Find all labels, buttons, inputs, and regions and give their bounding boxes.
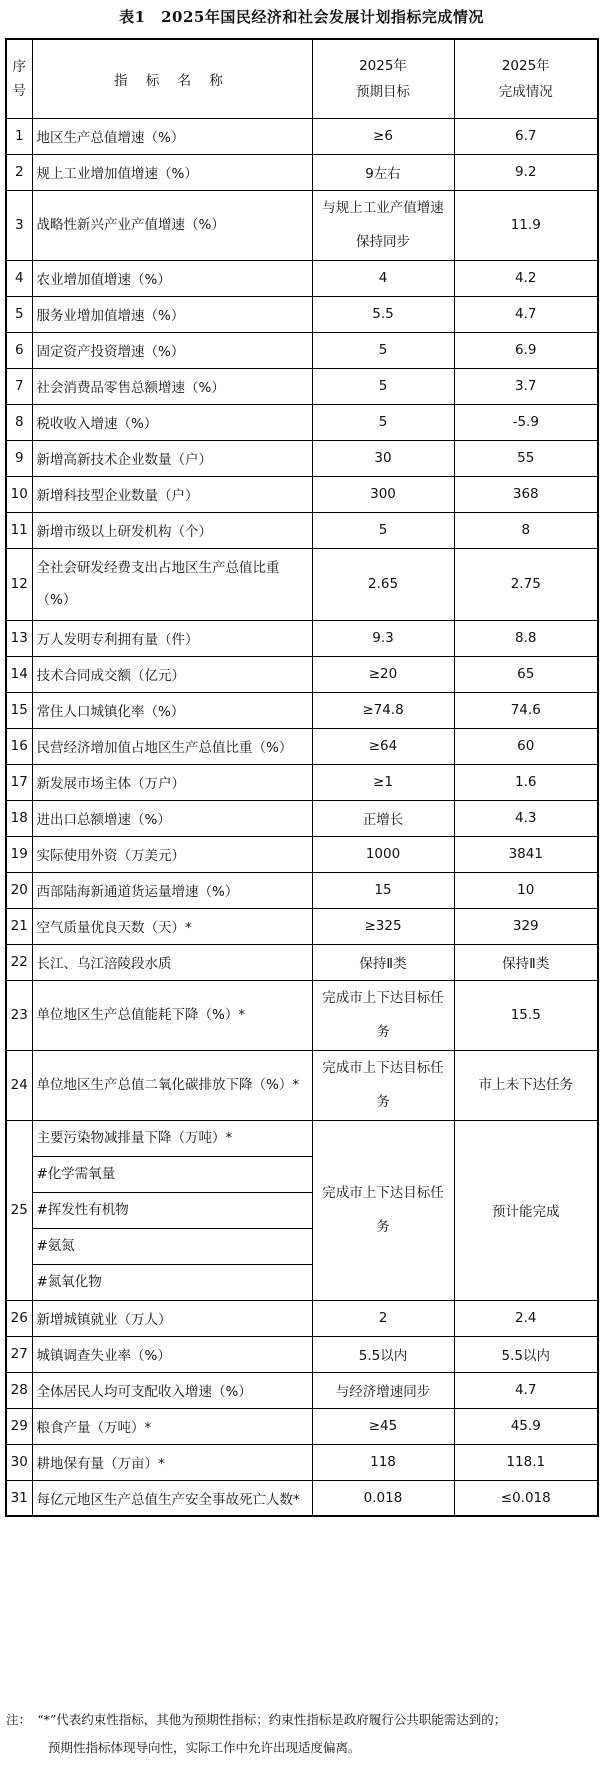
target-value: 与规上工业产值增速保持同步 (312, 190, 454, 260)
row-number: 3 (6, 190, 32, 260)
completion-value: 6.9 (454, 332, 598, 368)
completion-value: 60 (454, 728, 598, 764)
completion-value: 预计能完成 (454, 1120, 598, 1300)
row-number: 4 (6, 260, 32, 296)
target-value: 1000 (312, 836, 454, 872)
table-row (6, 154, 598, 190)
row-number: 18 (6, 800, 32, 836)
table-row (6, 368, 598, 404)
target-value: 4 (312, 260, 454, 296)
target-value: 30 (312, 440, 454, 476)
target-value: 5.5以内 (312, 1336, 454, 1372)
row-number: 5 (6, 296, 32, 332)
row-number: 2 (6, 154, 32, 190)
table-row (6, 476, 598, 512)
row-number: 17 (6, 764, 32, 800)
header-done-year: 2025年 (501, 57, 550, 74)
completion-value: 55 (454, 440, 598, 476)
completion-value: 6.7 (454, 118, 598, 154)
header-row (6, 39, 598, 118)
target-value: ≥325 (312, 908, 454, 944)
table-row (6, 800, 598, 836)
row-number: 14 (6, 656, 32, 692)
target-value: 2.65 (312, 548, 454, 620)
indicator-name: 新增城镇就业（万人） (32, 1300, 312, 1336)
completion-value: 8 (454, 512, 598, 548)
completion-value: 118.1 (454, 1444, 598, 1480)
header-target (312, 39, 454, 118)
target-value: 15 (312, 872, 454, 908)
completion-value: 5.5以内 (454, 1336, 598, 1372)
indicator-subitem: #挥发性有机物 (33, 1193, 312, 1229)
table-row (6, 1300, 598, 1336)
table-row (6, 944, 598, 980)
table-row (6, 190, 598, 260)
row-number: 7 (6, 368, 32, 404)
table-row (6, 296, 598, 332)
indicator-name: 新发展市场主体（万户） (32, 764, 312, 800)
completion-value: 65 (454, 656, 598, 692)
header-name: 指 标 名 称 (32, 39, 312, 118)
target-value: ≥45 (312, 1408, 454, 1444)
indicator-name: 全社会研发经费支出占地区生产总值比重（%） (32, 548, 312, 620)
indicator-name: 进出口总额增速（%） (32, 800, 312, 836)
table-row (6, 118, 598, 154)
indicator-subitem: #氮氧化物 (36, 1273, 102, 1290)
target-value: 0.018 (312, 1480, 454, 1516)
table-row (6, 1120, 598, 1300)
completion-value: 9.2 (454, 154, 598, 190)
row-number: 31 (6, 1480, 32, 1516)
row-number: 20 (6, 872, 32, 908)
row-number: 30 (6, 1444, 32, 1480)
indicator-name: 规上工业增加值增速（%） (32, 154, 312, 190)
footnote (6, 1706, 596, 1762)
row-number: 19 (6, 836, 32, 872)
indicator-name: 固定资产投资增速（%） (32, 332, 312, 368)
indicator-name: 新增科技型企业数量（户） (32, 476, 312, 512)
table-row (6, 728, 598, 764)
indicator-name: 税收收入增速（%） (32, 404, 312, 440)
indicator-name: 技术合同成交额（亿元） (32, 656, 312, 692)
completion-value: 74.6 (454, 692, 598, 728)
table-row (6, 548, 598, 620)
row-number: 23 (6, 980, 32, 1050)
row-number: 22 (6, 944, 32, 980)
completion-value: 329 (454, 908, 598, 944)
indicator-name: 新增市级以上研发机构（个） (32, 512, 312, 548)
indicator-name: 空气质量优良天数（天）* (32, 908, 312, 944)
indicator-name: 全体居民人均可支配收入增速（%） (32, 1372, 312, 1408)
indicator-name: 新增高新技术企业数量（户） (32, 440, 312, 476)
table-row (6, 764, 598, 800)
table-row (6, 440, 598, 476)
indicator-name: 西部陆海新通道货运量增速（%） (32, 872, 312, 908)
completion-value: ≤0.018 (454, 1480, 598, 1516)
indicator-name: 战略性新兴产业产值增速（%） (32, 190, 312, 260)
table-row (6, 692, 598, 728)
row-number: 11 (6, 512, 32, 548)
indicator-name: 长江、乌江涪陵段水质 (32, 944, 312, 980)
table-row (6, 512, 598, 548)
completion-value: 11.9 (454, 190, 598, 260)
footnote-line-1: 注： “*”代表约束性指标，其他为预期性指标；约束性指标是政府履行公共职能需达到的； (6, 1712, 507, 1727)
table-row (6, 1480, 598, 1516)
indicator-name-group (32, 1120, 312, 1300)
completion-value: 4.3 (454, 800, 598, 836)
table-row (6, 872, 598, 908)
completion-value: 8.8 (454, 620, 598, 656)
table-title: 表1 2025年国民经济和社会发展计划指标完成情况 (119, 8, 484, 26)
target-value: 与经济增速同步 (312, 1372, 454, 1408)
completion-value: 4.7 (454, 1372, 598, 1408)
target-value: 5 (312, 332, 454, 368)
indicator-name: 耕地保有量（万亩）* (32, 1444, 312, 1480)
target-value: 5.5 (312, 296, 454, 332)
table-body (6, 118, 598, 1516)
target-value: 2 (312, 1300, 454, 1336)
indicator-name: 城镇调查失业率（%） (32, 1336, 312, 1372)
row-number: 21 (6, 908, 32, 944)
completion-value: 1.6 (454, 764, 598, 800)
table-row (6, 1050, 598, 1120)
completion-value: 市上未下达任务 (454, 1050, 598, 1120)
row-number: 6 (6, 332, 32, 368)
completion-value: 2.75 (454, 548, 598, 620)
row-number: 26 (6, 1300, 32, 1336)
indicator-subitem: #化学需氧量 (33, 1157, 312, 1193)
target-value: 完成市上下达目标任务 (312, 1120, 454, 1300)
completion-value: 保持Ⅱ类 (454, 944, 598, 980)
completion-value: 4.7 (454, 296, 598, 332)
indicator-name: 农业增加值增速（%） (32, 260, 312, 296)
table-row (6, 332, 598, 368)
indicator-name: 常住人口城镇化率（%） (32, 692, 312, 728)
target-value: 5 (312, 512, 454, 548)
header-target-label: 预期目标 (356, 83, 410, 100)
target-value: 5 (312, 368, 454, 404)
row-number: 29 (6, 1408, 32, 1444)
completion-value: 15.5 (454, 980, 598, 1050)
indicator-name: 地区生产总值增速（%） (32, 118, 312, 154)
header-done-label: 完成情况 (498, 83, 553, 100)
table-row (6, 404, 598, 440)
row-number: 13 (6, 620, 32, 656)
indicator-name: 万人发明专利拥有量（件） (32, 620, 312, 656)
row-number: 12 (6, 548, 32, 620)
table-row (6, 1336, 598, 1372)
completion-value: 10 (454, 872, 598, 908)
row-number: 24 (6, 1050, 32, 1120)
indicator-name: 单位地区生产总值能耗下降（%）* (32, 980, 312, 1050)
table-row (6, 980, 598, 1050)
target-value: 完成市上下达目标任务 (312, 980, 454, 1050)
completion-value: 45.9 (454, 1408, 598, 1444)
row-number: 28 (6, 1372, 32, 1408)
table-row (6, 656, 598, 692)
header-target-year: 2025年 (359, 57, 407, 74)
completion-value: 4.2 (454, 260, 598, 296)
header-no (6, 39, 32, 118)
completion-value: 2.4 (454, 1300, 598, 1336)
indicator-name: 社会消费品零售总额增速（%） (32, 368, 312, 404)
completion-value: 3841 (454, 836, 598, 872)
indicator-subitem: #氨氮 (33, 1229, 312, 1265)
row-number: 10 (6, 476, 32, 512)
indicator-name: 民营经济增加值占地区生产总值比重（%） (32, 728, 312, 764)
target-value: 9.3 (312, 620, 454, 656)
table-row (6, 1408, 598, 1444)
target-value: ≥20 (312, 656, 454, 692)
indicator-name: 粮食产量（万吨）* (32, 1408, 312, 1444)
target-value: ≥74.8 (312, 692, 454, 728)
target-value: ≥6 (312, 118, 454, 154)
table-row (6, 1372, 598, 1408)
target-value: 完成市上下达目标任务 (312, 1050, 454, 1120)
header-done (454, 39, 598, 118)
indicator-name: 每亿元地区生产总值生产安全事故死亡人数* (32, 1480, 312, 1516)
table-row (6, 908, 598, 944)
header-no-top: 序 (12, 58, 26, 75)
target-value: 正增长 (312, 800, 454, 836)
row-number: 8 (6, 404, 32, 440)
table-row (6, 1444, 598, 1480)
target-value: 300 (312, 476, 454, 512)
table-row (6, 260, 598, 296)
table-row (6, 620, 598, 656)
completion-value: 3.7 (454, 368, 598, 404)
row-number: 1 (6, 118, 32, 154)
footnote-line-2: 预期性指标体现导向性，实际工作中允许出现适度偏离。 (48, 1740, 361, 1755)
target-value: 9左右 (312, 154, 454, 190)
row-number: 15 (6, 692, 32, 728)
indicator-name: 单位地区生产总值二氧化碳排放下降（%）* (32, 1050, 312, 1120)
row-number: 16 (6, 728, 32, 764)
completion-value: 368 (454, 476, 598, 512)
table-row (6, 836, 598, 872)
indicator-name: 服务业增加值增速（%） (32, 296, 312, 332)
completion-value: -5.9 (454, 404, 598, 440)
indicator-table (5, 38, 599, 1517)
indicator-subitem: 主要污染物减排量下降（万吨）* (33, 1121, 312, 1157)
target-value: ≥64 (312, 728, 454, 764)
header-no-bottom: 号 (12, 82, 26, 99)
row-number: 25 (6, 1120, 32, 1300)
target-value: ≥1 (312, 764, 454, 800)
target-value: 保持Ⅱ类 (312, 944, 454, 980)
indicator-name: 实际使用外资（万美元） (32, 836, 312, 872)
row-number: 9 (6, 440, 32, 476)
target-value: 118 (312, 1444, 454, 1480)
row-number: 27 (6, 1336, 32, 1372)
target-value: 5 (312, 404, 454, 440)
